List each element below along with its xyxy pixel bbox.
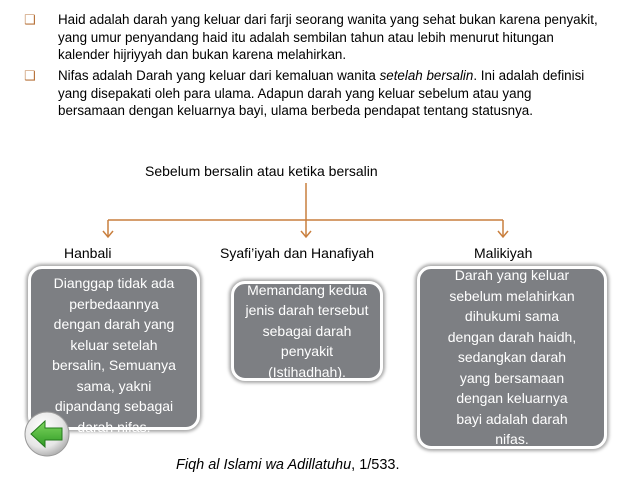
box-line: dengan keluarnya (456, 390, 568, 407)
box-line: Dianggap tidak ada (53, 275, 175, 291)
source-title: Fiqh al Islami wa Adillatuhu (176, 457, 352, 473)
box-line: sebelum melahirkan (449, 287, 575, 304)
box-line: sebagai darah (262, 322, 352, 339)
source-page: , 1/533. (351, 457, 400, 473)
square-bullet-icon: ❑ (24, 69, 36, 84)
box-hanbali (28, 266, 200, 435)
box-line: darah nifas. (77, 418, 151, 435)
box-line: nifas. (495, 431, 529, 448)
box-syafiiyah-hanafiyah (231, 281, 383, 381)
box-line: yang bersamaan (459, 369, 565, 386)
square-bullet-icon: ❑ (24, 13, 36, 28)
diagram-title: Sebelum bersalin atau ketika bersalin (145, 163, 378, 179)
bullet-text (58, 67, 598, 120)
box-line: dengan darah haidh, (447, 328, 577, 345)
source-citation (176, 457, 400, 473)
box-line: bayi adalah darah (456, 410, 568, 427)
group-label-syafiiyah-hanafiyah: Syafi’iyah dan Hanafiyah (220, 245, 375, 261)
back-arrow-icon (22, 410, 72, 458)
bullet-text-before: Nifas adalah Darah yang keluar dari kemaluan wanita (58, 68, 380, 83)
bullet-text-after: . Ini adalah definisi yang disepakati oleh para ulama. Adapun darah yang keluar sebelum atau yang bersamaan dengan keluarnya bayi, ulama berbeda pendapat tentang statusnya. (58, 68, 585, 119)
box-line: sedangkan darah (457, 349, 567, 366)
box-line: (Istihadhah). (268, 363, 346, 380)
box-line: penyakit (280, 343, 334, 360)
box-malikiyah (417, 266, 607, 449)
bullet-text-italic: setelah bersalin (379, 68, 474, 83)
box-line: dihukumi sama (464, 308, 560, 325)
box-line: Darah yang keluar (454, 267, 570, 284)
bullet-text: Haid adalah darah yang keluar dari farji seorang wanita yang sehat bukan karena penyakit, yang umur penyandang haid itu adalah sembilan tahun atau lebih menurut hitungan kalender hijriyyah dan bukan karena melahirkan. (58, 12, 598, 63)
back-button[interactable] (22, 410, 72, 458)
group-label-hanbali: Hanbali (64, 245, 112, 261)
box-line: sama, yakni (76, 377, 152, 394)
box-line: keluar setelah (70, 336, 158, 353)
group-label-malikiyah: Malikiyah (474, 245, 533, 261)
box-line: bersalin, Semuanya (52, 357, 176, 373)
box-line: dipandang sebagai (54, 398, 174, 414)
box-line: Memandang kedua (247, 281, 367, 298)
box-line: dengan darah yang (53, 316, 175, 332)
box-line: jenis darah tersebut (245, 302, 369, 319)
box-line: perbedaannya (69, 295, 159, 312)
